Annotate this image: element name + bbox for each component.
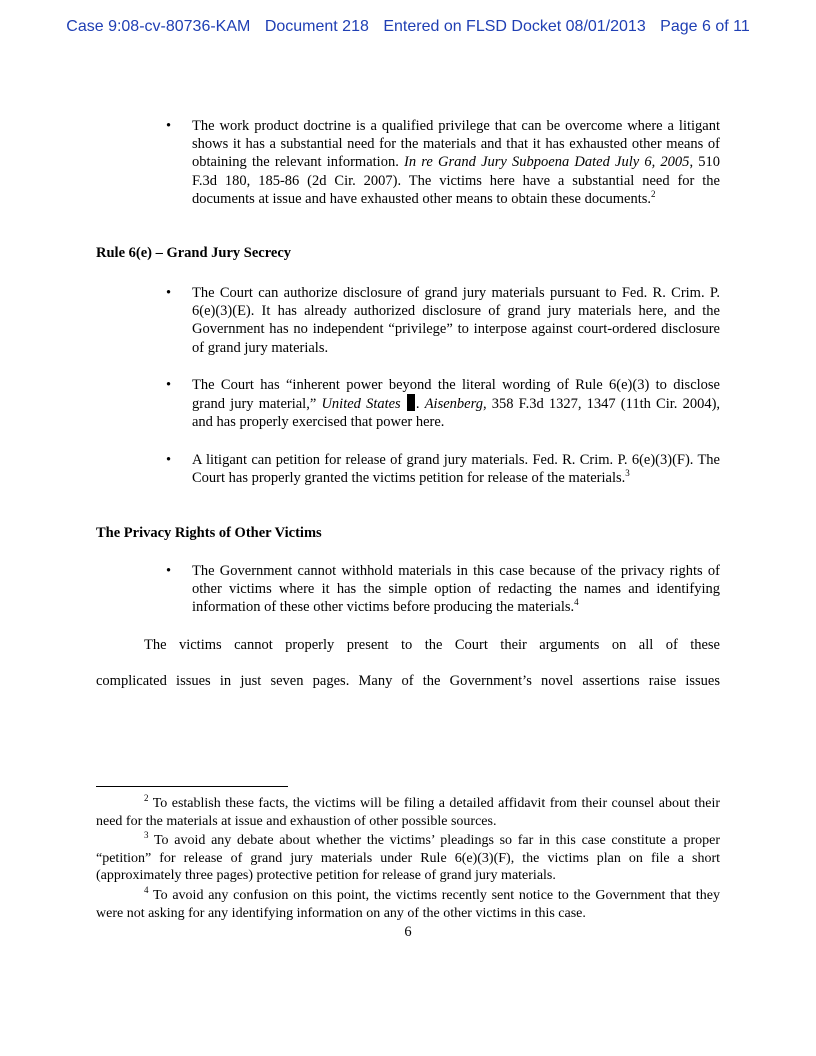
bullet-text: A litigant can petition for release of grand jury materials. Fed. R. Crim. P. 6(e)(3)(F). The Court has properly granted the victims petition for release of the materials.$^3$ bbox=[192, 452, 720, 487]
footnote-number: 2 bbox=[144, 793, 149, 803]
bullet-marker: • bbox=[166, 285, 172, 301]
footnote-ref-3[interactable]: 3 bbox=[625, 468, 630, 479]
bullet-work-product bbox=[166, 117, 720, 208]
body-paragraph bbox=[96, 627, 720, 699]
bullet-marker: • bbox=[166, 377, 172, 393]
footnote-ref-2[interactable]: 2 bbox=[651, 188, 656, 199]
case-citation: United States bbox=[321, 396, 401, 413]
body-paragraph-line-1: The victims cannot properly present to the Court their arguments on all of these bbox=[144, 637, 720, 653]
footnote-2: $^2$ To establish these facts, the victims will be filing a detailed affidavit from their counsel about their need for the materials at issue and exhaustion of other possible sources. bbox=[96, 793, 720, 829]
bullet-marker: • bbox=[166, 118, 172, 134]
case-citation-party: Aisenberg bbox=[424, 396, 483, 413]
bullet-authorize-disclosure bbox=[166, 284, 720, 357]
header-page-count: Page 6 of 11 bbox=[660, 18, 750, 35]
bullet-marker: • bbox=[166, 563, 172, 579]
bullet-text: The Court can authorize disclosure of grand jury materials pursuant to Fed. R. Crim. P. 6(e)(3)(E). It has already authorized disclosure of grand jury materials here, and the Government has no independent “privilege” to interpose against court-ordered disclosure of grand jury materials. bbox=[192, 285, 720, 356]
header-entered-docket: Entered on FLSD Docket 08/01/2013 bbox=[383, 18, 646, 35]
bullet-text: The Court has “inherent power beyond the literal wording of Rule 6(e)(3) to disclose grand jury material,” United States . Aisenberg, 358 F.3d 1327, 1347 (11th Cir. 2004), and has properly exercised that power here. bbox=[192, 377, 721, 431]
heading-privacy-rights: The Privacy Rights of Other Victims bbox=[96, 525, 322, 541]
bullet-marker: • bbox=[166, 452, 172, 468]
case-citation: In re Grand Jury Subpoena Dated July 6, 2005 bbox=[404, 154, 690, 171]
docket-header bbox=[0, 18, 816, 36]
footnote-number: 4 bbox=[144, 885, 149, 895]
redaction-block bbox=[407, 394, 415, 411]
header-document-number: Document 218 bbox=[264, 18, 369, 35]
page-number: 6 bbox=[404, 924, 412, 940]
body-paragraph-line-2: complicated issues in just seven pages. Many of the Government’s novel assertions raise issues bbox=[96, 673, 720, 689]
footnote-3: $^3$ To avoid any debate about whether the victims’ pleadings so far in this case constitute a proper “petition” for release of grand jury materials under Rule 6(e)(3)(F), the victims plan on file a short (approximately three pages) protective petition for release of grand jury materials. bbox=[96, 830, 720, 883]
bullet-privacy-redaction bbox=[166, 562, 720, 617]
footnote-4: $^4$ To avoid any confusion on this point, the victims recently sent notice to the Government that they were not asking for any identifying information on any of the other victims in this case. bbox=[96, 885, 720, 921]
footnote-number: 3 bbox=[144, 830, 149, 840]
bullet-text: The Government cannot withhold materials in this case because of the privacy rights of other victims where it has the simple option of redacting the names and identifying information of these other victims before producing the materials.$^4$ bbox=[192, 563, 720, 616]
bullet-inherent-power bbox=[166, 376, 720, 432]
header-case-number: Case 9:08-cv-80736-KAM bbox=[66, 18, 251, 35]
footnote-separator bbox=[96, 786, 288, 787]
bullet-litigant-petition bbox=[166, 451, 720, 487]
footnote-ref-4[interactable]: 4 bbox=[574, 597, 579, 608]
heading-rule-6e: Rule 6(e) – Grand Jury Secrecy bbox=[96, 245, 292, 261]
bullet-text: The work product doctrine is a qualified privilege that can be overcome where a litigant shows it has a substantial need for the materials and that it has exhausted other means of obtaining the relevant information. In re Grand Jury Subpoena Dated July 6, 2005, 510 F.3d 180, 185-86 (2d Cir. 2007). The victims here have a substantial need for the documents at issue and have exhausted other means to obtain these documents.$^2$ bbox=[192, 118, 721, 207]
